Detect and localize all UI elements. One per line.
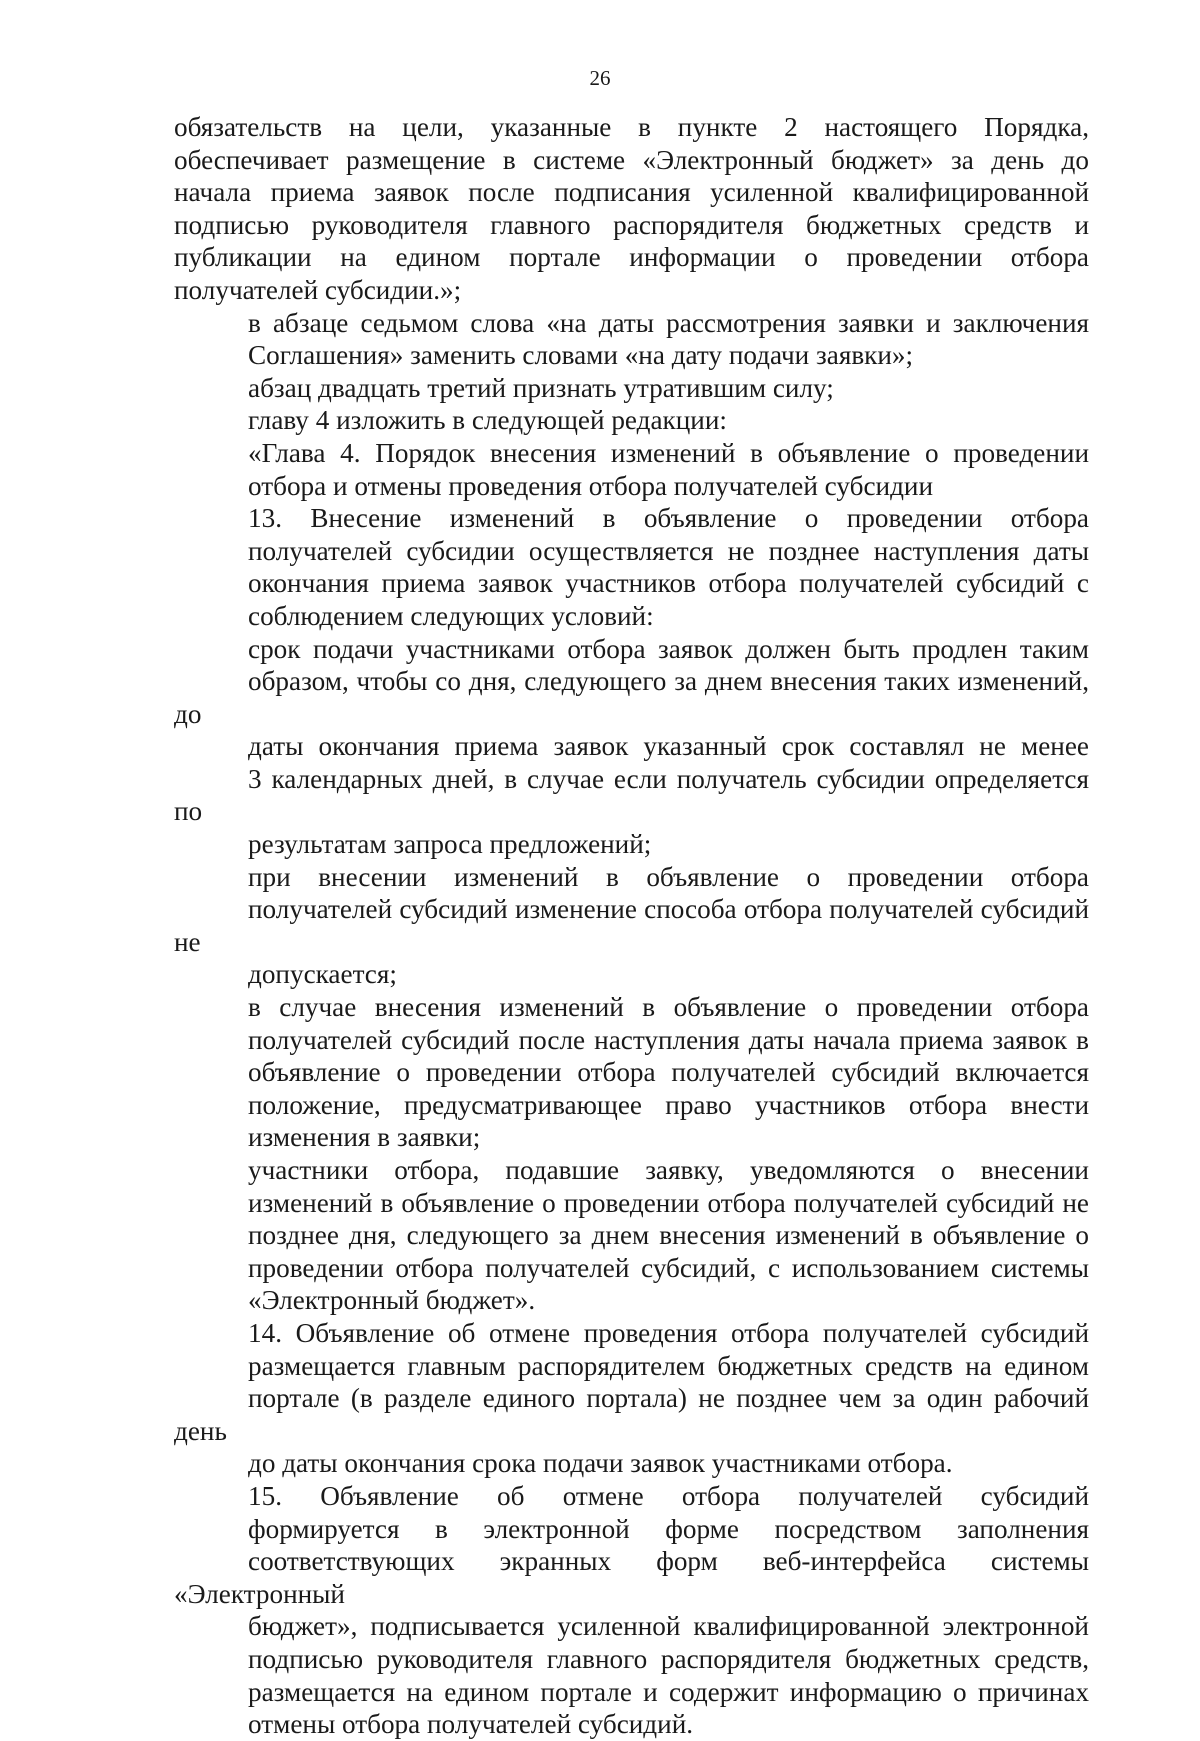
text-line: портале (в разделе единого портала) не позднее чем за один рабочий день xyxy=(174,1383,1089,1446)
text-line: допускается; xyxy=(248,959,397,990)
paragraph xyxy=(174,437,1089,502)
text-line: результатам запроса предложений; xyxy=(248,829,652,860)
paragraph xyxy=(174,1480,1089,1741)
text-line: подписью руководителя главного распорядителя бюджетных средств, xyxy=(248,1643,1089,1674)
text-line: положение, предусматривающее право участников отбора внести xyxy=(248,1089,1089,1120)
paragraph xyxy=(174,372,1089,405)
text-line: получателей субсидии.»; xyxy=(174,274,462,305)
paragraph xyxy=(174,991,1089,1154)
text-line: объявление о проведении отбора получателей субсидий включается xyxy=(248,1057,1089,1088)
text-line: даты окончания приема заявок указанный срок составлял не менее xyxy=(248,731,1089,762)
text-line: главу 4 изложить в следующей редакции: xyxy=(248,405,727,436)
text-line: отмены отбора получателей субсидий. xyxy=(248,1709,694,1740)
paragraph xyxy=(174,633,1089,861)
text-line: «Глава 4. Порядок внесения изменений в объявление о проведении xyxy=(248,437,1089,468)
text-line: в абзаце седьмом слова «на даты рассмотрения заявки и заключения xyxy=(248,307,1089,338)
text-line: получателей субсидии осуществляется не позднее наступления даты xyxy=(248,535,1089,566)
text-line: до даты окончания срока подачи заявок участниками отбора. xyxy=(248,1448,953,1479)
text-line: размещается главным распорядителем бюджетных средств на едином xyxy=(248,1350,1089,1381)
text-line: образом, чтобы со дня, следующего за днем внесения таких изменений, до xyxy=(174,666,1089,729)
text-line: отбора и отмены проведения отбора получателей субсидии xyxy=(248,470,934,501)
text-line: окончания приема заявок участников отбора получателей субсидий с xyxy=(248,568,1089,599)
text-line: размещается на едином портале и содержит информацию о причинах xyxy=(248,1676,1089,1707)
text-line: обязательств на цели, указанные в пункте 2 настоящего Порядка, xyxy=(174,112,1089,142)
text-line: абзац двадцать третий признать утратившим силу; xyxy=(248,372,834,403)
text-line: публикации на едином портале информации о проведении отбора xyxy=(174,242,1089,273)
paragraph xyxy=(174,111,1089,307)
text-line: подписью руководителя главного распорядителя бюджетных средств и xyxy=(174,209,1089,240)
text-line: 3 календарных дней, в случае если получатель субсидии определяется по xyxy=(174,763,1089,827)
text-line: 13. Внесение изменений в объявление о проведении отбора xyxy=(248,503,1089,534)
paragraph xyxy=(174,1317,1089,1480)
text-line: при внесении изменений в объявление о проведении отбора xyxy=(248,861,1089,892)
text-line: получателей субсидий изменение способа отбора получателей субсидий не xyxy=(174,894,1089,957)
text-line: в случае внесения изменений в объявление о проведении отбора xyxy=(248,992,1089,1023)
text-line: соответствующих экранных форм веб-интерфейса системы «Электронный xyxy=(174,1546,1089,1609)
text-line: 14. Объявление об отмене проведения отбора получателей субсидий xyxy=(248,1317,1089,1348)
document-body xyxy=(174,111,1089,1741)
page-number: 26 xyxy=(589,66,611,90)
text-line: проведении отбора получателей субсидий, с использованием системы xyxy=(248,1252,1089,1283)
paragraph xyxy=(174,861,1089,991)
text-line: участники отбора, подавшие заявку, уведомляются о внесении xyxy=(248,1155,1089,1185)
text-line: «Электронный бюджет». xyxy=(248,1285,536,1316)
text-line: начала приема заявок после подписания усиленной квалифицированной xyxy=(174,177,1089,208)
text-line: обеспечивает размещение в системе «Электронный бюджет» за день до xyxy=(174,144,1089,175)
paragraph xyxy=(174,502,1089,632)
text-line: позднее дня, следующего за днем внесения изменений в объявление о xyxy=(248,1220,1089,1251)
text-line: изменения в заявки; xyxy=(248,1122,481,1153)
text-line: изменений в объявление о проведении отбора получателей субсидий не xyxy=(248,1187,1089,1218)
text-line: Соглашения» заменить словами «на дату подачи заявки»; xyxy=(248,340,914,371)
text-line: соблюдением следующих условий: xyxy=(248,600,654,631)
paragraph xyxy=(174,404,1089,437)
text-line: бюджет», подписывается усиленной квалифицированной электронной xyxy=(248,1611,1089,1642)
text-line: получателей субсидий после наступления даты начала приема заявок в xyxy=(248,1024,1089,1055)
text-line: формируется в электронной форме посредством заполнения xyxy=(248,1513,1089,1544)
paragraph xyxy=(174,307,1089,372)
text-line: срок подачи участниками отбора заявок должен быть продлен таким xyxy=(248,633,1089,664)
paragraph xyxy=(174,1154,1089,1317)
text-line: 15. Объявление об отмене отбора получателей субсидий xyxy=(248,1480,1089,1511)
